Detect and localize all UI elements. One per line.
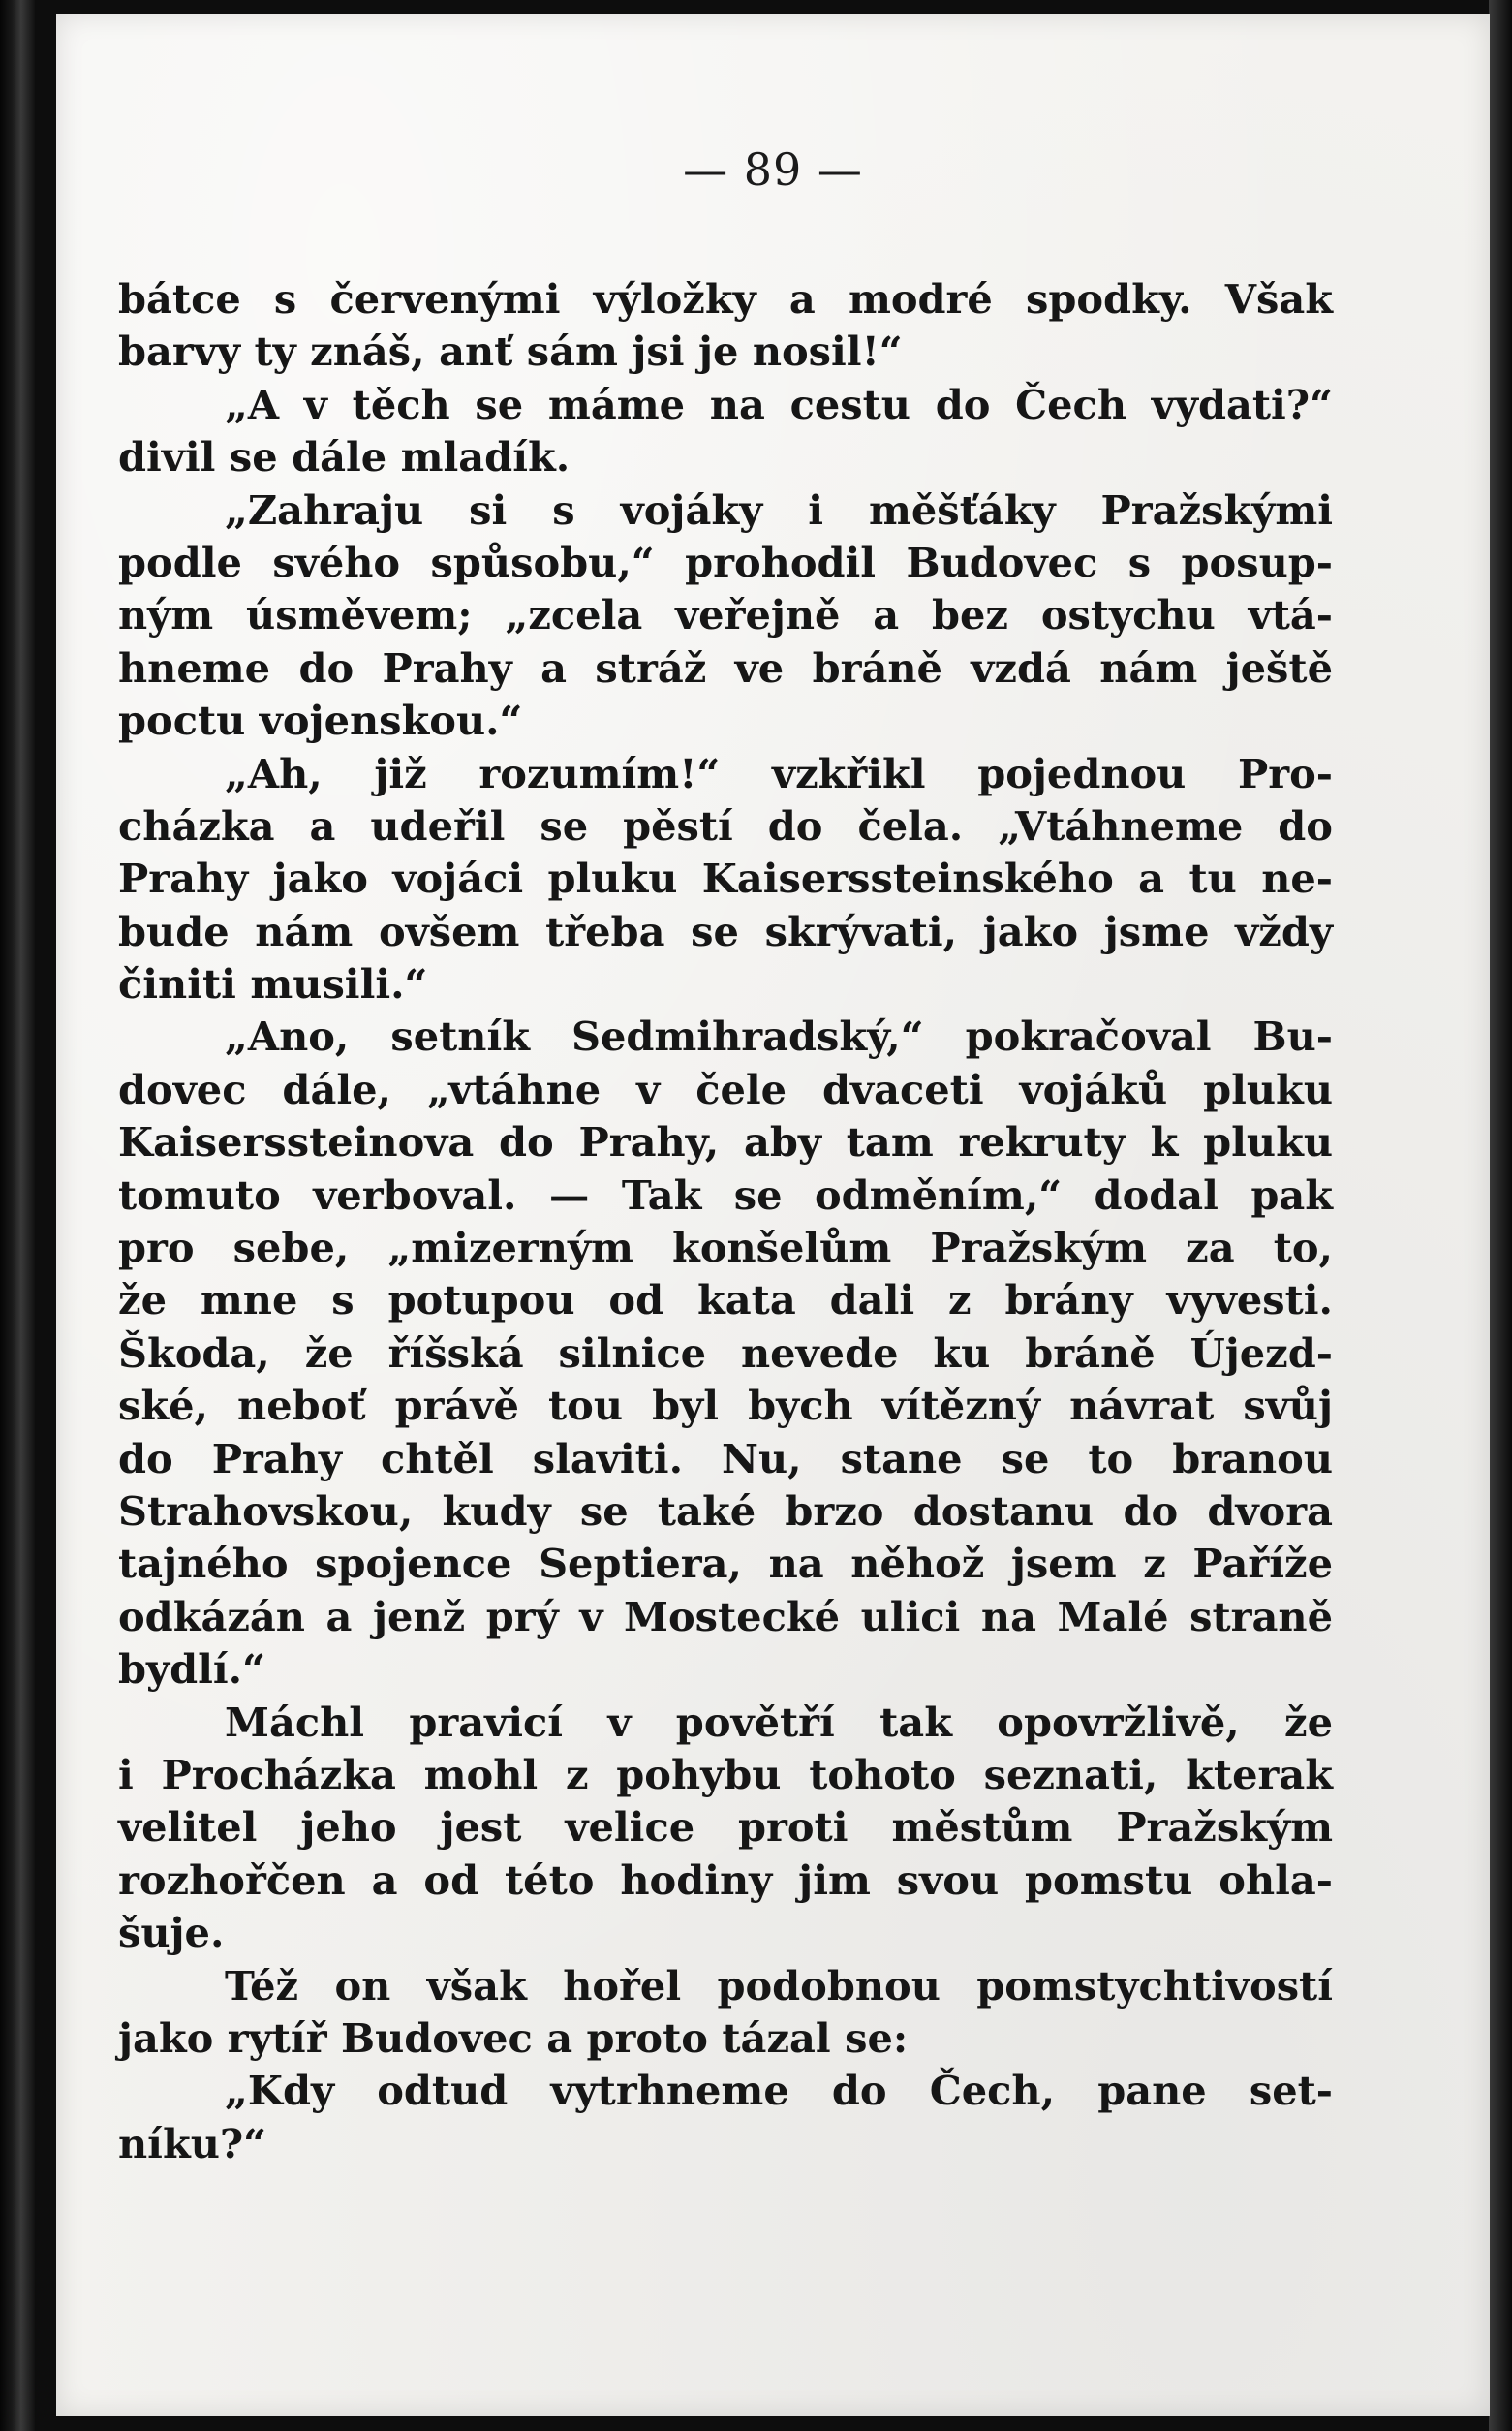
text-line: barvy ty znáš, anť sám jsi je nosil!“ <box>118 327 903 376</box>
body-text <box>118 273 1333 2170</box>
page-number: — 89 — <box>683 143 863 196</box>
text-line: Škoda, že říšská silnice nevede ku bráně Újezd- <box>118 1328 1333 1377</box>
text-line: divil se dále mladík. <box>118 433 571 482</box>
text-line: odkázán a jenž prý v Mostecké ulici na Malé straně <box>118 1592 1333 1640</box>
text-line: ným úsměvem; „zcela veřejně a bez ostychu vtá- <box>118 591 1333 639</box>
text-line: „Ah, již rozumím!“ vzkřikl pojednou Pro- <box>225 749 1333 797</box>
text-line: bátce s červenými výložky a modré spodky. Však <box>118 275 1333 323</box>
text-line: jako rytíř Budovec a proto tázal se: <box>118 2013 909 2062</box>
text-line: „A v těch se máme na cestu do Čech vydati?“ <box>225 380 1333 428</box>
book-page <box>56 14 1490 2416</box>
text-line: Máchl pravicí v povětří tak opovržlivě, že <box>225 1698 1333 1746</box>
text-line: Strahovskou, kudy se také brzo dostanu do dvora <box>118 1486 1333 1535</box>
page-edge-shadow <box>1489 0 1512 2431</box>
text-line: velitel jeho jest velice proti městům Pražským <box>118 1803 1333 1852</box>
text-line: pro sebe, „mizerným konšelům Pražským za to, <box>118 1224 1333 1272</box>
book-spine-shadow <box>0 0 35 2431</box>
text-line: rozhořčen a od této hodiny jim svou pomstu ohla- <box>118 1855 1333 1904</box>
text-line: dovec dále, „vtáhne v čele dvaceti vojáků pluku <box>118 1065 1333 1113</box>
text-line: podle svého spůsobu,“ prohodil Budovec s posup- <box>118 538 1333 586</box>
text-line: „Ano, setník Sedmihradský,“ pokračoval Bu- <box>225 1013 1333 1061</box>
text-line: hneme do Prahy a stráž ve bráně vzdá nám ještě <box>118 643 1333 692</box>
text-line: bydlí.“ <box>118 1645 265 1694</box>
text-line: do Prahy chtěl slaviti. Nu, stane se to branou <box>118 1434 1333 1482</box>
text-line: Kaiserssteinova do Prahy, aby tam rekruty k pluku <box>118 1118 1333 1167</box>
text-line: šuje. <box>118 1909 225 1957</box>
text-line: poctu vojenskou.“ <box>118 697 523 745</box>
text-line: „Zahraju si s vojáky i měšťáky Pražskými <box>225 485 1333 534</box>
text-line: níku?“ <box>118 2119 267 2167</box>
text-line: cházka a udeřil se pěstí do čela. „Vtáhneme do <box>118 801 1333 850</box>
text-line: tajného spojence Septiera, na něhož jsem z Paříže <box>118 1540 1333 1588</box>
text-line: Též on však hořel podobnou pomstychtivostí <box>225 1961 1333 2010</box>
text-line: že mne s potupou od kata dali z brány vyvesti. <box>118 1276 1333 1325</box>
text-line: ské, neboť právě tou byl bych vítězný návrat svůj <box>118 1382 1333 1430</box>
text-line: i Procházka mohl z pohybu tohoto seznati, kterak <box>118 1750 1333 1798</box>
text-line: Prahy jako vojáci pluku Kaiserssteinského a tu ne- <box>118 855 1333 903</box>
text-line: „Kdy odtud vytrhneme do Čech, pane set- <box>225 2067 1333 2115</box>
text-line: činiti musili.“ <box>118 960 428 1009</box>
text-line: bude nám ovšem třeba se skrývati, jako jsme vždy <box>118 907 1333 955</box>
text-line: tomuto verboval. — Tak se odměním,“ dodal pak <box>118 1170 1333 1219</box>
